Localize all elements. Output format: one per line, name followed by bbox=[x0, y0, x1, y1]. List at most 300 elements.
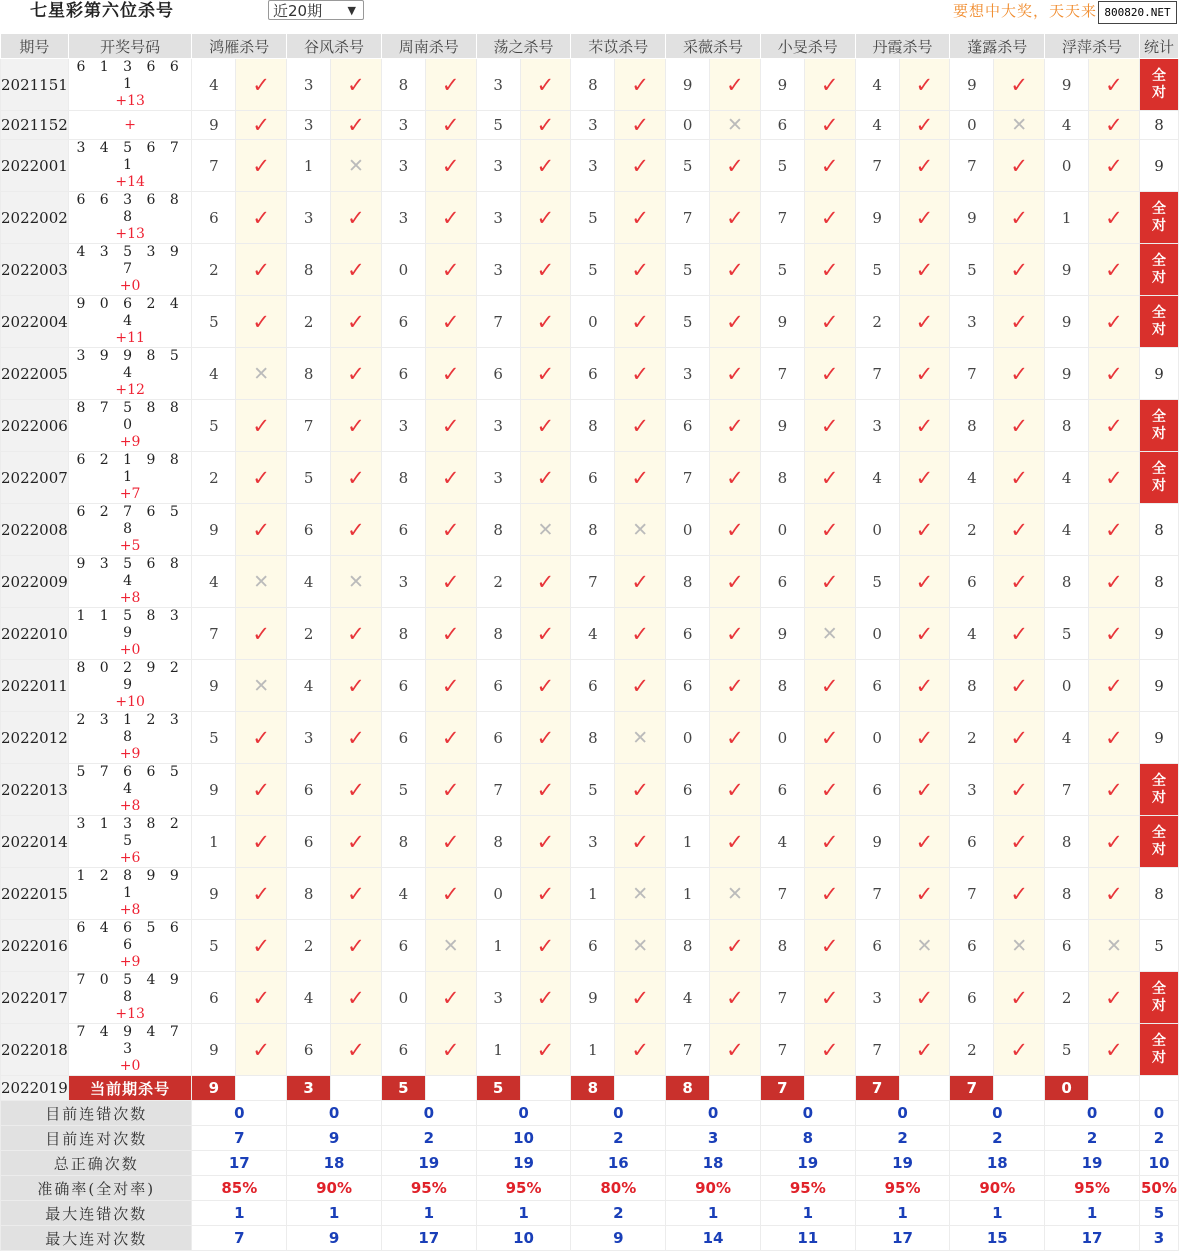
summary-value: 2 bbox=[571, 1126, 666, 1151]
kill-number: 4 bbox=[950, 608, 994, 660]
kill-number: 9 bbox=[950, 59, 994, 111]
kill-number: 7 bbox=[760, 1024, 804, 1076]
summary-row bbox=[1, 1201, 1179, 1226]
period-cell: 2022009 bbox=[1, 556, 69, 608]
check-icon: ✓ bbox=[615, 244, 666, 296]
kill-number: 5 bbox=[666, 140, 710, 192]
current-kill-spacer bbox=[425, 1076, 476, 1101]
summary-value: 19 bbox=[855, 1151, 950, 1176]
check-icon: ✓ bbox=[804, 816, 855, 868]
summary-value: 9 bbox=[287, 1226, 382, 1251]
period-select[interactable] bbox=[268, 0, 364, 20]
draw-sum: +13 bbox=[115, 226, 145, 242]
check-icon: ✓ bbox=[1089, 59, 1140, 111]
draw-sum: +9 bbox=[119, 954, 141, 970]
kill-number: 9 bbox=[855, 816, 899, 868]
header-expert[interactable]: 鸿雁杀号 bbox=[192, 34, 287, 59]
draw-number-cell bbox=[68, 296, 192, 348]
kill-number: 7 bbox=[192, 608, 236, 660]
draw-digits: 1 2 8 9 9 1 bbox=[76, 868, 184, 901]
check-icon: ✓ bbox=[804, 972, 855, 1024]
cross-icon: ✕ bbox=[994, 920, 1045, 972]
kill-number: 7 bbox=[760, 192, 804, 244]
cross-icon: ✕ bbox=[236, 348, 287, 400]
check-icon: ✓ bbox=[994, 452, 1045, 504]
draw-number-cell bbox=[68, 452, 192, 504]
current-kill-spacer bbox=[994, 1076, 1045, 1101]
kill-number: 4 bbox=[855, 452, 899, 504]
check-icon: ✓ bbox=[331, 111, 382, 140]
check-icon: ✓ bbox=[710, 452, 761, 504]
kill-number: 9 bbox=[1045, 296, 1089, 348]
kill-number: 7 bbox=[476, 764, 520, 816]
kill-number: 2 bbox=[950, 1024, 994, 1076]
check-icon: ✓ bbox=[1089, 712, 1140, 764]
check-icon: ✓ bbox=[994, 816, 1045, 868]
cross-icon: ✕ bbox=[615, 868, 666, 920]
kill-number: 8 bbox=[381, 816, 425, 868]
current-kill-number: 7 bbox=[855, 1076, 899, 1101]
stats-cell: 9 bbox=[1139, 660, 1178, 712]
promo-banner[interactable]: 要想中大奖，天天来 bbox=[952, 2, 1097, 20]
stats-cell: 5 bbox=[1139, 920, 1178, 972]
summary-value: 2 bbox=[855, 1126, 950, 1151]
draw-number-cell bbox=[68, 608, 192, 660]
kill-number: 7 bbox=[855, 1024, 899, 1076]
table-row bbox=[1, 556, 1179, 608]
check-icon: ✓ bbox=[520, 764, 571, 816]
check-icon: ✓ bbox=[520, 192, 571, 244]
check-icon: ✓ bbox=[1089, 140, 1140, 192]
cross-icon: ✕ bbox=[899, 920, 950, 972]
kill-number: 0 bbox=[760, 712, 804, 764]
check-icon: ✓ bbox=[331, 712, 382, 764]
kill-number: 5 bbox=[666, 244, 710, 296]
check-icon: ✓ bbox=[425, 452, 476, 504]
kill-number: 4 bbox=[287, 972, 331, 1024]
kill-number: 3 bbox=[571, 816, 615, 868]
check-icon: ✓ bbox=[899, 816, 950, 868]
current-kill-number: 5 bbox=[381, 1076, 425, 1101]
check-icon: ✓ bbox=[1089, 296, 1140, 348]
kill-number: 4 bbox=[760, 816, 804, 868]
current-period-row bbox=[1, 1076, 1179, 1101]
kill-number: 8 bbox=[1045, 400, 1089, 452]
table-row bbox=[1, 972, 1179, 1024]
summary-value: 3 bbox=[666, 1126, 761, 1151]
kill-number: 8 bbox=[950, 660, 994, 712]
kill-number: 6 bbox=[287, 816, 331, 868]
kill-number: 9 bbox=[192, 660, 236, 712]
draw-number-cell bbox=[68, 712, 192, 764]
page-title: 七星彩第六位杀号 bbox=[30, 1, 174, 21]
kill-number: 5 bbox=[1045, 608, 1089, 660]
check-icon: ✓ bbox=[331, 608, 382, 660]
kill-number: 1 bbox=[192, 816, 236, 868]
check-icon: ✓ bbox=[331, 972, 382, 1024]
draw-digits: 1 1 5 8 3 9 bbox=[76, 608, 184, 641]
draw-sum: + bbox=[124, 116, 136, 133]
kill-number: 5 bbox=[571, 244, 615, 296]
kill-number: 7 bbox=[287, 400, 331, 452]
header-expert[interactable]: 采薇杀号 bbox=[666, 34, 761, 59]
table-row bbox=[1, 296, 1179, 348]
kill-number: 7 bbox=[950, 348, 994, 400]
summary-value: 0 bbox=[666, 1101, 761, 1126]
summary-value: 18 bbox=[950, 1151, 1045, 1176]
draw-sum: +9 bbox=[119, 746, 141, 762]
summary-value: 2 bbox=[1045, 1126, 1140, 1151]
check-icon: ✓ bbox=[804, 140, 855, 192]
summary-value: 15 bbox=[950, 1226, 1045, 1251]
kill-number: 9 bbox=[760, 400, 804, 452]
draw-digits: 7 4 9 4 7 3 bbox=[76, 1024, 184, 1057]
summary-value: 90% bbox=[950, 1176, 1045, 1201]
check-icon: ✓ bbox=[994, 400, 1045, 452]
check-icon: ✓ bbox=[710, 920, 761, 972]
draw-digits: 3 9 9 8 5 4 bbox=[76, 348, 184, 381]
check-icon: ✓ bbox=[331, 59, 382, 111]
all-correct-text: 全 对 bbox=[1151, 252, 1166, 286]
check-icon: ✓ bbox=[994, 1024, 1045, 1076]
draw-digits: 4 3 5 3 9 7 bbox=[76, 244, 184, 277]
kill-number: 9 bbox=[192, 504, 236, 556]
period-cell: 2022017 bbox=[1, 972, 69, 1024]
check-icon: ✓ bbox=[236, 920, 287, 972]
check-icon: ✓ bbox=[236, 192, 287, 244]
current-kill-number: 8 bbox=[571, 1076, 615, 1101]
check-icon: ✓ bbox=[994, 608, 1045, 660]
kill-number: 2 bbox=[192, 244, 236, 296]
check-icon: ✓ bbox=[1089, 868, 1140, 920]
kill-number: 3 bbox=[287, 59, 331, 111]
period-cell: 2022013 bbox=[1, 764, 69, 816]
check-icon: ✓ bbox=[615, 296, 666, 348]
site-badge[interactable]: 800820.NET bbox=[1098, 1, 1177, 24]
check-icon: ✓ bbox=[710, 608, 761, 660]
all-correct-badge bbox=[1139, 192, 1178, 244]
header-expert[interactable]: 浮萍杀号 bbox=[1045, 34, 1140, 59]
check-icon: ✓ bbox=[1089, 816, 1140, 868]
draw-digits: 8 0 2 9 2 9 bbox=[76, 660, 184, 693]
check-icon: ✓ bbox=[1089, 660, 1140, 712]
kill-number: 3 bbox=[571, 140, 615, 192]
current-kill-number: 8 bbox=[666, 1076, 710, 1101]
draw-digits: 6 2 7 6 5 8 bbox=[76, 504, 184, 537]
kill-number: 8 bbox=[666, 556, 710, 608]
summary-value: 16 bbox=[571, 1151, 666, 1176]
kill-number: 3 bbox=[855, 400, 899, 452]
kill-number: 6 bbox=[476, 348, 520, 400]
kill-number: 6 bbox=[381, 660, 425, 712]
kill-number: 7 bbox=[666, 452, 710, 504]
kill-number: 0 bbox=[760, 504, 804, 556]
check-icon: ✓ bbox=[804, 868, 855, 920]
kill-number: 3 bbox=[476, 59, 520, 111]
table-row bbox=[1, 1024, 1179, 1076]
period-cell: 2022008 bbox=[1, 504, 69, 556]
current-kill-number: 9 bbox=[192, 1076, 236, 1101]
period-cell: 2022001 bbox=[1, 140, 69, 192]
summary-value: 0 bbox=[192, 1101, 287, 1126]
check-icon: ✓ bbox=[615, 192, 666, 244]
check-icon: ✓ bbox=[899, 660, 950, 712]
summary-total: 10 bbox=[1139, 1151, 1178, 1176]
kill-number: 5 bbox=[287, 452, 331, 504]
check-icon: ✓ bbox=[425, 296, 476, 348]
table-header-row bbox=[1, 34, 1179, 59]
header-stats: 统计 bbox=[1139, 34, 1178, 59]
check-icon: ✓ bbox=[425, 192, 476, 244]
check-icon: ✓ bbox=[236, 400, 287, 452]
summary-value: 2 bbox=[381, 1126, 476, 1151]
kill-number: 7 bbox=[192, 140, 236, 192]
current-period: 2022019 bbox=[1, 1076, 69, 1101]
kill-number: 0 bbox=[666, 504, 710, 556]
kill-number: 0 bbox=[855, 504, 899, 556]
check-icon: ✓ bbox=[615, 59, 666, 111]
table-row bbox=[1, 192, 1179, 244]
summary-value: 90% bbox=[287, 1176, 382, 1201]
kill-number: 8 bbox=[760, 660, 804, 712]
header-expert[interactable]: 蓬露杀号 bbox=[950, 34, 1045, 59]
all-correct-text: 全 对 bbox=[1151, 460, 1166, 494]
summary-value: 1 bbox=[192, 1201, 287, 1226]
current-kill-spacer bbox=[710, 1076, 761, 1101]
check-icon: ✓ bbox=[804, 712, 855, 764]
check-icon: ✓ bbox=[710, 712, 761, 764]
check-icon: ✓ bbox=[899, 244, 950, 296]
kill-number: 4 bbox=[571, 608, 615, 660]
kill-number: 9 bbox=[666, 59, 710, 111]
summary-total: 2 bbox=[1139, 1126, 1178, 1151]
kill-number: 1 bbox=[571, 868, 615, 920]
cross-icon: ✕ bbox=[615, 712, 666, 764]
check-icon: ✓ bbox=[1089, 244, 1140, 296]
kill-number: 8 bbox=[1045, 556, 1089, 608]
draw-number-cell bbox=[68, 660, 192, 712]
summary-value: 1 bbox=[855, 1201, 950, 1226]
all-correct-badge bbox=[1139, 296, 1178, 348]
check-icon: ✓ bbox=[331, 660, 382, 712]
check-icon: ✓ bbox=[615, 660, 666, 712]
kill-number: 8 bbox=[950, 400, 994, 452]
check-icon: ✓ bbox=[899, 1024, 950, 1076]
header-expert[interactable]: 荡之杀号 bbox=[476, 34, 571, 59]
stats-cell: 9 bbox=[1139, 608, 1178, 660]
check-icon: ✓ bbox=[1089, 452, 1140, 504]
period-cell: 2022005 bbox=[1, 348, 69, 400]
all-correct-text: 全 对 bbox=[1151, 408, 1166, 442]
all-correct-text: 全 对 bbox=[1151, 1032, 1166, 1066]
check-icon: ✓ bbox=[425, 972, 476, 1024]
summary-label: 最大连错次数 bbox=[1, 1201, 192, 1226]
check-icon: ✓ bbox=[520, 868, 571, 920]
check-icon: ✓ bbox=[425, 868, 476, 920]
check-icon: ✓ bbox=[236, 712, 287, 764]
table-row bbox=[1, 400, 1179, 452]
summary-value: 1 bbox=[950, 1201, 1045, 1226]
check-icon: ✓ bbox=[710, 140, 761, 192]
kill-number: 9 bbox=[192, 111, 236, 140]
draw-number-cell bbox=[68, 504, 192, 556]
check-icon: ✓ bbox=[804, 660, 855, 712]
all-correct-badge bbox=[1139, 816, 1178, 868]
all-correct-badge bbox=[1139, 972, 1178, 1024]
kill-number: 4 bbox=[287, 556, 331, 608]
summary-value: 17 bbox=[855, 1226, 950, 1251]
check-icon: ✓ bbox=[804, 192, 855, 244]
kill-number: 6 bbox=[381, 348, 425, 400]
check-icon: ✓ bbox=[331, 1024, 382, 1076]
header-expert[interactable]: 谷风杀号 bbox=[287, 34, 382, 59]
table-row bbox=[1, 712, 1179, 764]
kill-number: 1 bbox=[1045, 192, 1089, 244]
kill-number: 8 bbox=[476, 504, 520, 556]
kill-number: 9 bbox=[192, 764, 236, 816]
check-icon: ✓ bbox=[520, 660, 571, 712]
kill-number: 6 bbox=[666, 660, 710, 712]
kill-number: 2 bbox=[287, 920, 331, 972]
check-icon: ✓ bbox=[1089, 972, 1140, 1024]
kill-number: 3 bbox=[381, 556, 425, 608]
check-icon: ✓ bbox=[425, 59, 476, 111]
summary-total: 3 bbox=[1139, 1226, 1178, 1251]
current-stats-spacer bbox=[1139, 1076, 1178, 1101]
check-icon: ✓ bbox=[804, 1024, 855, 1076]
check-icon: ✓ bbox=[615, 972, 666, 1024]
check-icon: ✓ bbox=[331, 400, 382, 452]
kill-number: 7 bbox=[760, 348, 804, 400]
kill-number: 3 bbox=[381, 111, 425, 140]
kill-number: 7 bbox=[760, 868, 804, 920]
period-cell: 2022004 bbox=[1, 296, 69, 348]
draw-sum: +9 bbox=[119, 434, 141, 450]
kill-number: 8 bbox=[571, 59, 615, 111]
kill-number: 3 bbox=[666, 348, 710, 400]
kill-number: 3 bbox=[476, 972, 520, 1024]
period-cell: 2022002 bbox=[1, 192, 69, 244]
summary-value: 10 bbox=[476, 1126, 571, 1151]
kill-number: 6 bbox=[381, 296, 425, 348]
check-icon: ✓ bbox=[1089, 608, 1140, 660]
draw-digits: 6 1 3 6 6 1 bbox=[76, 59, 184, 92]
check-icon: ✓ bbox=[236, 140, 287, 192]
kill-number: 0 bbox=[855, 712, 899, 764]
kill-number: 2 bbox=[950, 504, 994, 556]
kill-number: 7 bbox=[760, 972, 804, 1024]
summary-value: 95% bbox=[381, 1176, 476, 1201]
kill-number: 5 bbox=[855, 556, 899, 608]
header-expert[interactable]: 小旻杀号 bbox=[760, 34, 855, 59]
check-icon: ✓ bbox=[425, 712, 476, 764]
stats-cell: 8 bbox=[1139, 504, 1178, 556]
kill-number: 3 bbox=[381, 192, 425, 244]
cross-icon: ✕ bbox=[1089, 920, 1140, 972]
kill-number: 5 bbox=[950, 244, 994, 296]
check-icon: ✓ bbox=[804, 348, 855, 400]
check-icon: ✓ bbox=[331, 868, 382, 920]
table-row bbox=[1, 140, 1179, 192]
summary-value: 0 bbox=[760, 1101, 855, 1126]
kill-number: 8 bbox=[666, 920, 710, 972]
kill-number: 3 bbox=[571, 111, 615, 140]
summary-row bbox=[1, 1151, 1179, 1176]
summary-value: 19 bbox=[476, 1151, 571, 1176]
check-icon: ✓ bbox=[1089, 504, 1140, 556]
kill-number: 6 bbox=[950, 556, 994, 608]
check-icon: ✓ bbox=[1089, 400, 1140, 452]
check-icon: ✓ bbox=[236, 972, 287, 1024]
kill-number: 9 bbox=[571, 972, 615, 1024]
check-icon: ✓ bbox=[615, 816, 666, 868]
kill-number: 7 bbox=[950, 868, 994, 920]
check-icon: ✓ bbox=[994, 764, 1045, 816]
draw-number-cell bbox=[68, 920, 192, 972]
check-icon: ✓ bbox=[236, 452, 287, 504]
cross-icon: ✕ bbox=[520, 504, 571, 556]
summary-value: 0 bbox=[1045, 1101, 1140, 1126]
cross-icon: ✕ bbox=[804, 608, 855, 660]
check-icon: ✓ bbox=[710, 1024, 761, 1076]
kill-number: 6 bbox=[571, 920, 615, 972]
kill-number: 8 bbox=[571, 504, 615, 556]
summary-row bbox=[1, 1176, 1179, 1201]
check-icon: ✓ bbox=[331, 764, 382, 816]
summary-value: 90% bbox=[666, 1176, 761, 1201]
header-expert[interactable]: 丹霞杀号 bbox=[855, 34, 950, 59]
check-icon: ✓ bbox=[520, 400, 571, 452]
check-icon: ✓ bbox=[425, 348, 476, 400]
current-kill-spacer bbox=[615, 1076, 666, 1101]
check-icon: ✓ bbox=[615, 764, 666, 816]
draw-sum: +10 bbox=[115, 694, 145, 710]
kill-number: 8 bbox=[1045, 868, 1089, 920]
summary-value: 1 bbox=[381, 1201, 476, 1226]
draw-digits: 8 7 5 8 8 0 bbox=[76, 400, 184, 433]
draw-number-cell bbox=[68, 244, 192, 296]
check-icon: ✓ bbox=[520, 348, 571, 400]
kill-number: 4 bbox=[287, 660, 331, 712]
header-expert[interactable]: 周南杀号 bbox=[381, 34, 476, 59]
check-icon: ✓ bbox=[425, 608, 476, 660]
kill-number: 4 bbox=[950, 452, 994, 504]
all-correct-text: 全 对 bbox=[1151, 980, 1166, 1014]
all-correct-badge bbox=[1139, 244, 1178, 296]
header-expert[interactable]: 芣苡杀号 bbox=[571, 34, 666, 59]
all-correct-text: 全 对 bbox=[1151, 304, 1166, 338]
table-row bbox=[1, 452, 1179, 504]
kill-number: 8 bbox=[287, 348, 331, 400]
check-icon: ✓ bbox=[994, 244, 1045, 296]
kill-number: 7 bbox=[855, 348, 899, 400]
draw-digits: 2 3 1 2 3 8 bbox=[76, 712, 184, 745]
check-icon: ✓ bbox=[236, 59, 287, 111]
summary-row bbox=[1, 1126, 1179, 1151]
check-icon: ✓ bbox=[899, 400, 950, 452]
kill-number: 6 bbox=[760, 111, 804, 140]
check-icon: ✓ bbox=[804, 920, 855, 972]
table-row bbox=[1, 816, 1179, 868]
kill-number: 5 bbox=[855, 244, 899, 296]
check-icon: ✓ bbox=[710, 192, 761, 244]
all-correct-badge bbox=[1139, 1024, 1178, 1076]
kill-number: 5 bbox=[192, 920, 236, 972]
kill-number: 2 bbox=[287, 296, 331, 348]
kill-number: 6 bbox=[381, 504, 425, 556]
kill-number: 5 bbox=[192, 296, 236, 348]
summary-value: 95% bbox=[760, 1176, 855, 1201]
